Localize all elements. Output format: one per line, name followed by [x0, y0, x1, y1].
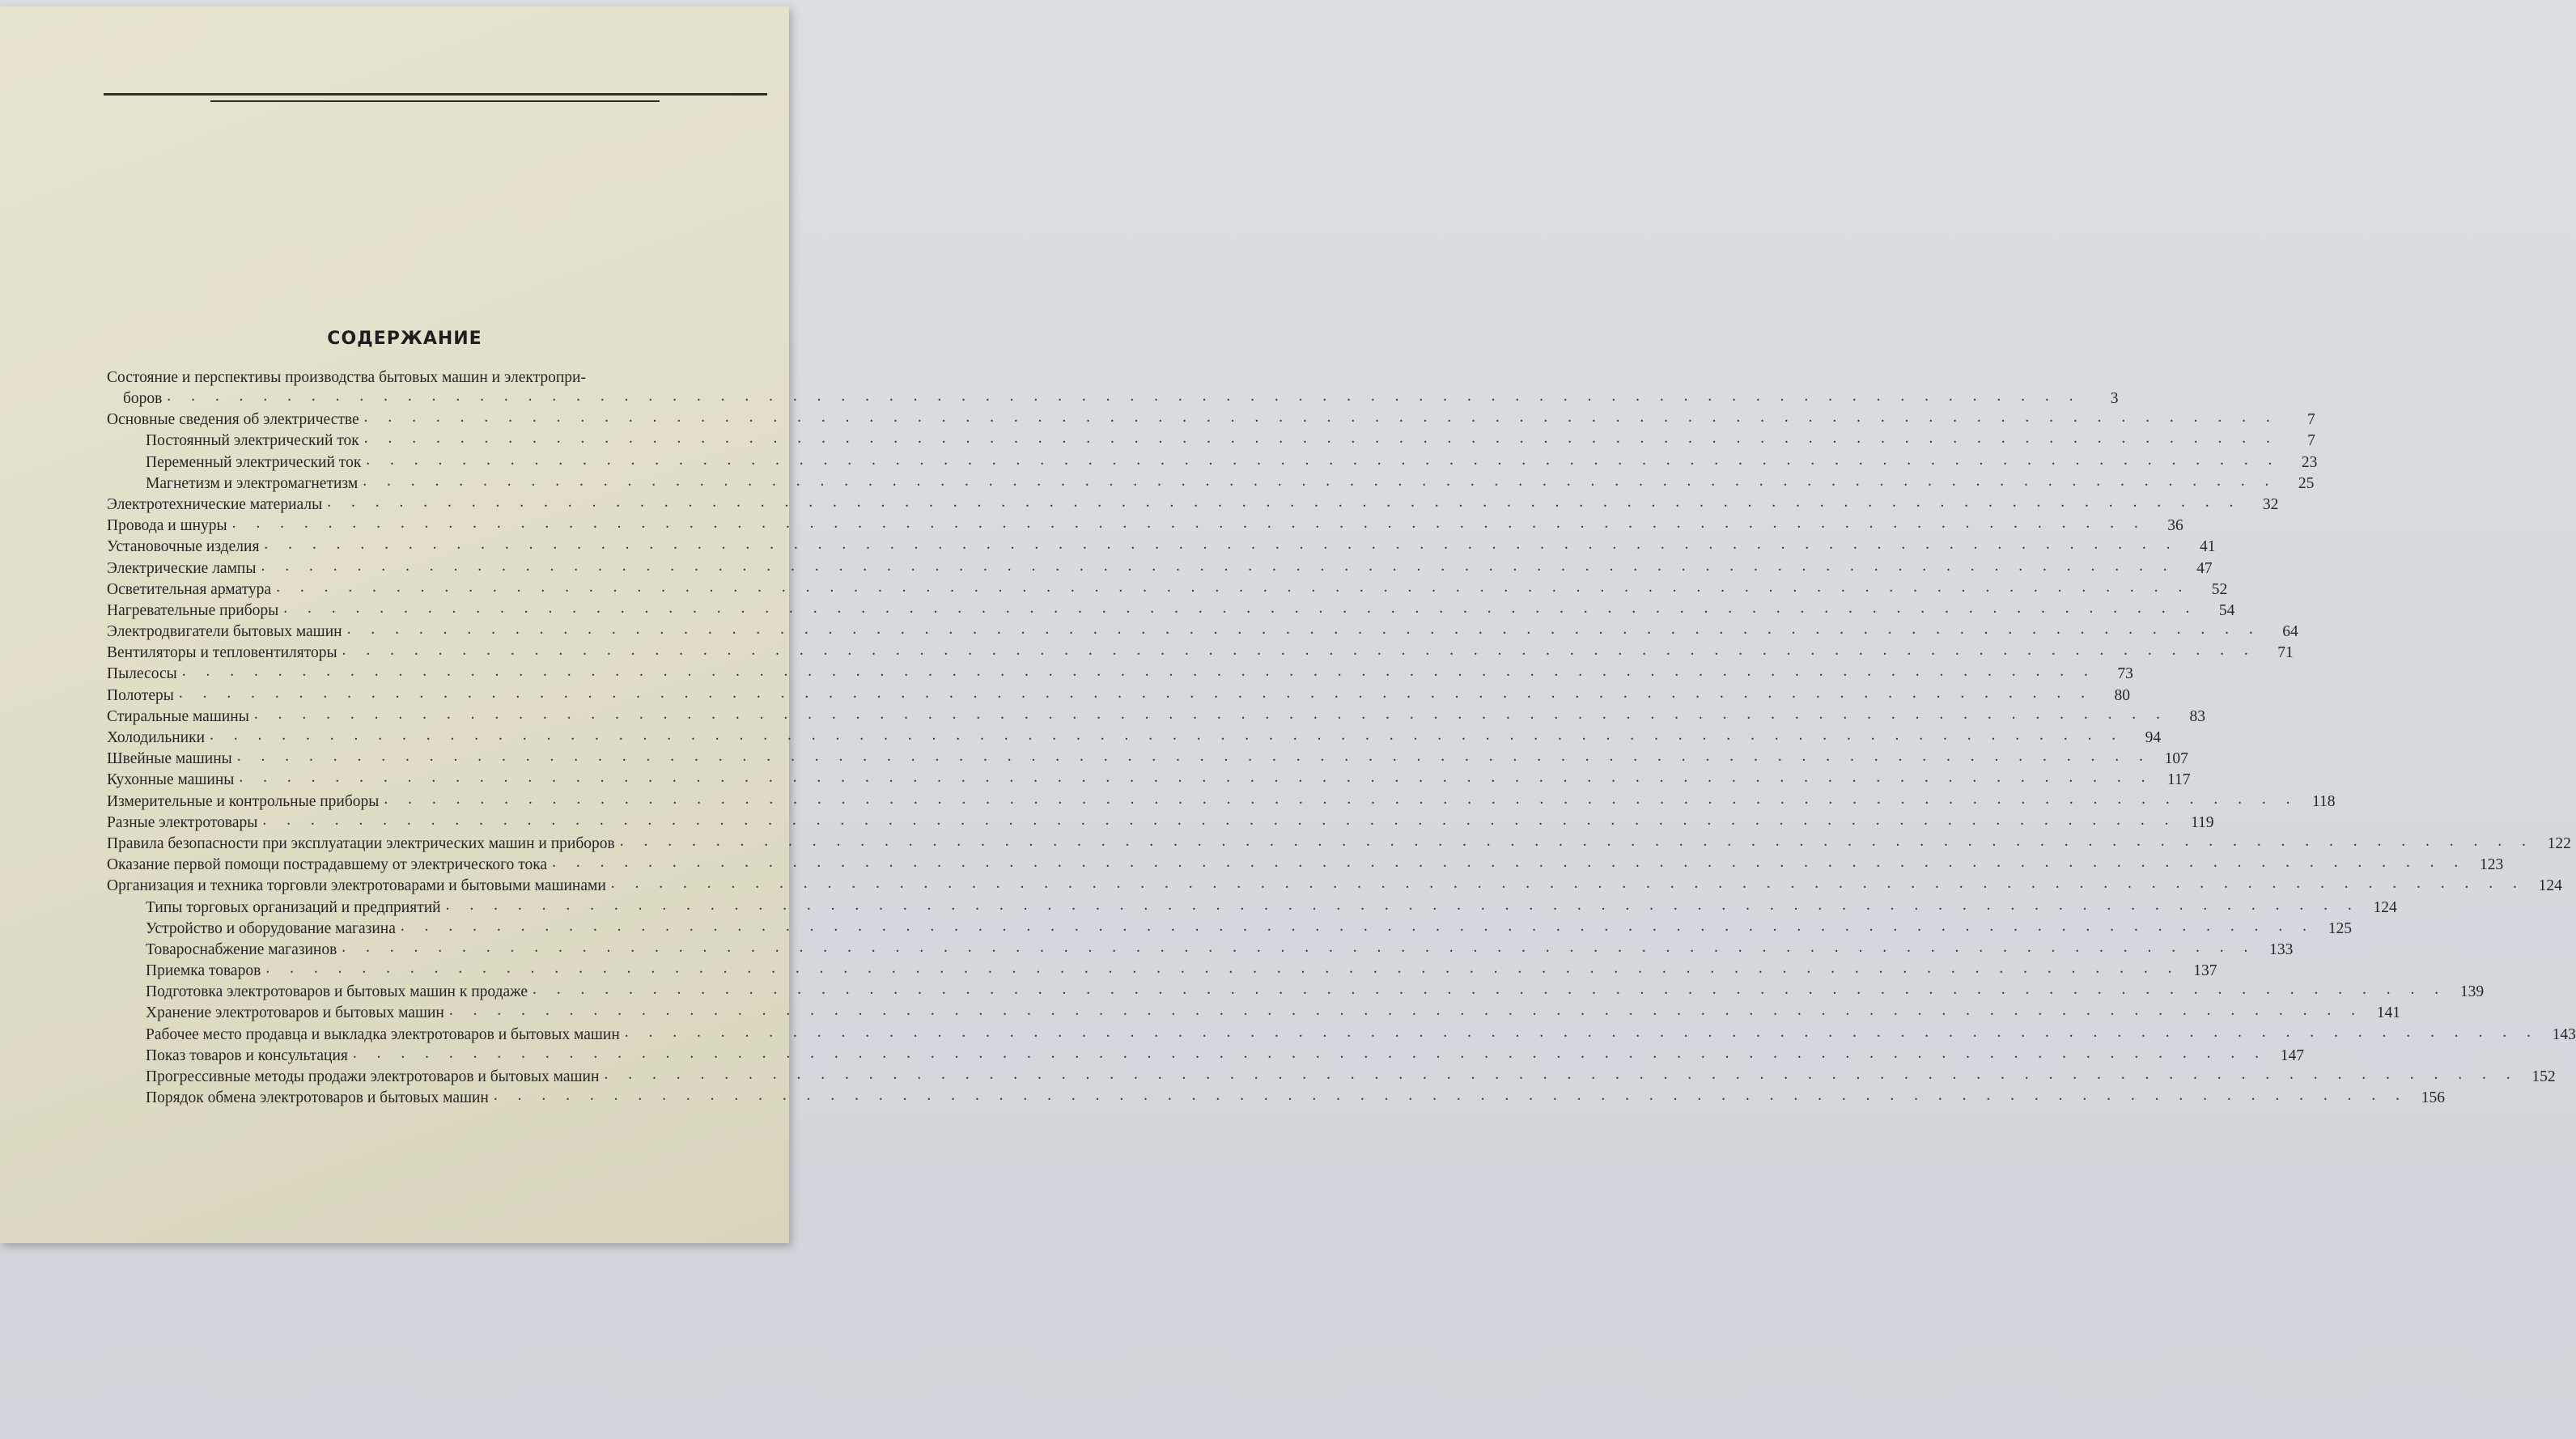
- toc-leader-dots: . . . . . . . . . . . . . . . . . . . . . . . . . . . . . . . . . . . . . . . . . . . . . . . . . . . . . . . . . . . . . . . . . . . . . . . . . . . . . . . .: [264, 536, 2179, 554]
- toc-entry: [107, 1086, 2445, 1107]
- toc-entry: [107, 726, 2162, 747]
- toc-entry-page: 152: [2531, 1068, 2556, 1085]
- toc-leader-dots: . . . . . . . . . . . . . . . . . . . . . . . . . . . . . . . . . . . . . . . . . . . . . . . . . . . . . . . . . . . . . . . . . . . . . . . . . . . . . . . .: [445, 896, 2360, 914]
- toc-entry-page: 156: [2421, 1089, 2445, 1107]
- toc-entry: [107, 556, 2213, 577]
- toc-entry: [107, 620, 2298, 641]
- toc-entry-label: Прогрессивные методы продажи электротоваров и бытовых машин: [146, 1068, 600, 1085]
- toc-entry: [107, 874, 2562, 895]
- toc-leader-dots: . . . . . . . . . . . . . . . . . . . . . . . . . . . . . . . . . . . . . . . . . . . . . . . . . . . . . . . . . . . . . . . . . . . . . . . . . . . . . . . .: [493, 1087, 2408, 1105]
- toc-entry-page: 107: [2164, 750, 2188, 768]
- toc-entry-label: Основные сведения об электричестве: [107, 411, 359, 429]
- toc-leader-dots: . . . . . . . . . . . . . . . . . . . . . . . . . . . . . . . . . . . . . . . . . . . . . . . . . . . . . . . . . . . . . . . . . . . . . . . . . . . . . . . .: [533, 981, 2447, 999]
- toc-entry-page: 47: [2196, 559, 2213, 577]
- toc-entry-label: Провода и шнуры: [107, 517, 227, 535]
- toc-entry: [107, 895, 2397, 916]
- toc-leader-dots: . . . . . . . . . . . . . . . . . . . . . . . . . . . . . . . . . . . . . . . . . . . . . . . . . . . . . . . . . . . . . . . . . . . . . . . . . . . . . . . .: [276, 578, 2191, 596]
- toc-entry-page: 133: [2269, 940, 2294, 958]
- toc-entry-label: Осветительная арматура: [107, 580, 272, 598]
- toc-entry: [107, 599, 2235, 620]
- toc-leader-dots: . . . . . . . . . . . . . . . . . . . . . . . . . . . . . . . . . . . . . . . . . . . . . . . . . . . . . . . . . . . . . . . . . . . . . . . . . . . . . . . .: [400, 917, 2315, 935]
- toc-entry-label: Оказание первой помощи пострадавшему от электрического тока: [107, 856, 548, 874]
- toc-entry-label: Переменный электрический ток: [146, 453, 362, 471]
- toc-entry-page: 23: [2301, 453, 2318, 471]
- toc-leader-dots: . . . . . . . . . . . . . . . . . . . . . . . . . . . . . . . . . . . . . . . . . . . . . . . . . . . . . . . . . . . . . . . . . . . . . . . . . . . . . . . .: [167, 388, 2082, 405]
- toc-entry-page: 122: [2547, 834, 2571, 852]
- toc-leader-dots: . . . . . . . . . . . . . . . . . . . . . . . . . . . . . . . . . . . . . . . . . . . . . . . . . . . . . . . . . . . . . . . . . . . . . . . . . . . . . . . .: [363, 409, 2278, 427]
- toc-entry-label: Рабочее место продавца и выкладка электротоваров и бытовых машин: [146, 1025, 620, 1043]
- toc-leader-dots: . . . . . . . . . . . . . . . . . . . . . . . . . . . . . . . . . . . . . . . . . . . . . . . . . . . . . . . . . . . . . . . . . . . . . . . . . . . . . . . .: [448, 1002, 2363, 1020]
- toc-entry-label: Электрические лампы: [107, 559, 257, 577]
- toc-entry: [107, 832, 2571, 853]
- toc-entry-label: Приемка товаров: [146, 962, 261, 980]
- toc-entry-page: 64: [2282, 623, 2298, 641]
- toc-leader-dots: . . . . . . . . . . . . . . . . . . . . . . . . . . . . . . . . . . . . . . . . . . . . . . . . . . . . . . . . . . . . . . . . . . . . . . . . . . . . . . . .: [619, 832, 2534, 850]
- toc-leader-dots: . . . . . . . . . . . . . . . . . . . . . . . . . . . . . . . . . . . . . . . . . . . . . . . . . . . . . . . . . . . . . . . . . . . . . . . . . . . . . . . .: [210, 727, 2124, 744]
- toc-entry: [107, 1044, 2304, 1065]
- toc-leader-dots: . . . . . . . . . . . . . . . . . . . . . . . . . . . . . . . . . . . . . . . . . . . . . . . . . . . . . . . . . . . . . . . . . . . . . . . . . . . . . . . .: [261, 557, 2175, 575]
- toc-leader-dots: . . . . . . . . . . . . . . . . . . . . . . . . . . . . . . . . . . . . . . . . . . . . . . . . . . . . . . . . . . . . . . . . . . . . . . . . . . . . . . . .: [352, 1044, 2267, 1062]
- toc-entry: [107, 493, 2279, 514]
- toc-entry-page: 124: [2373, 898, 2397, 916]
- toc-entry-page: 32: [2262, 495, 2279, 513]
- toc-entry-label: Хранение электротоваров и бытовых машин: [146, 1004, 444, 1022]
- toc-entry-page: 123: [2479, 856, 2504, 874]
- toc-entry-label: Установочные изделия: [107, 538, 260, 556]
- toc-entry-page: 3: [2110, 390, 2119, 407]
- toc-entry-label: Правила безопасности при эксплуатации электрических машин и приборов: [107, 834, 615, 852]
- toc-leader-dots: . . . . . . . . . . . . . . . . . . . . . . . . . . . . . . . . . . . . . . . . . . . . . . . . . . . . . . . . . . . . . . . . . . . . . . . . . . . . . . . .: [552, 854, 2467, 872]
- toc-entry: [107, 514, 2183, 535]
- table-of-contents: [107, 369, 2576, 1107]
- toc-entry-label: Магнетизм и электромагнетизм: [146, 474, 359, 492]
- toc-entry: [107, 408, 2315, 429]
- toc-leader-dots: . . . . . . . . . . . . . . . . . . . . . . . . . . . . . . . . . . . . . . . . . . . . . . . . . . . . . . . . . . . . . . . . . . . . . . . . . . . . . . . .: [283, 599, 2198, 617]
- toc-entry: [107, 789, 2336, 810]
- page-title: СОДЕРЖАНИЕ: [327, 329, 482, 349]
- toc-leader-dots: . . . . . . . . . . . . . . . . . . . . . . . . . . . . . . . . . . . . . . . . . . . . . . . . . . . . . . . . . . . . . . . . . . . . . . . . . . . . . . . .: [236, 748, 2151, 766]
- toc-leader-dots: . . . . . . . . . . . . . . . . . . . . . . . . . . . . . . . . . . . . . . . . . . . . . . . . . . . . . . . . . . . . . . . . . . . . . . . . . . . . . . . .: [342, 938, 2256, 956]
- toc-entry: [107, 662, 2133, 683]
- toc-entry: [107, 450, 2318, 471]
- toc-entry-label: Электротехнические материалы: [107, 495, 323, 513]
- toc-entry: [107, 1001, 2400, 1022]
- toc-entry: [107, 938, 2294, 959]
- toc-entry: [107, 578, 2228, 599]
- toc-leader-dots: . . . . . . . . . . . . . . . . . . . . . . . . . . . . . . . . . . . . . . . . . . . . . . . . . . . . . . . . . . . . . . . . . . . . . . . . . . . . . . . .: [604, 1066, 2519, 1083]
- toc-leader-dots: . . . . . . . . . . . . . . . . . . . . . . . . . . . . . . . . . . . . . . . . . . . . . . . . . . . . . . . . . . . . . . . . . . . . . . . . . . . . . . . .: [178, 684, 2093, 702]
- toc-entry-page: 7: [2307, 411, 2315, 429]
- toc-entry: [107, 768, 2191, 789]
- toc-entry: [107, 959, 2217, 980]
- toc-leader-dots: . . . . . . . . . . . . . . . . . . . . . . . . . . . . . . . . . . . . . . . . . . . . . . . . . . . . . . . . . . . . . . . . . . . . . . . . . . . . . . . .: [610, 875, 2525, 893]
- toc-entry: [107, 705, 2205, 726]
- toc-entry-page: 119: [2190, 813, 2214, 831]
- toc-entry-label: Швейные машины: [107, 750, 232, 768]
- toc-entry-label: Товароснабжение магазинов: [146, 940, 337, 958]
- toc-leader-dots: . . . . . . . . . . . . . . . . . . . . . . . . . . . . . . . . . . . . . . . . . . . . . . . . . . . . . . . . . . . . . . . . . . . . . . . . . . . . . . . .: [265, 960, 2180, 978]
- toc-entry: [107, 980, 2485, 1001]
- toc-leader-dots: . . . . . . . . . . . . . . . . . . . . . . . . . . . . . . . . . . . . . . . . . . . . . . . . . . . . . . . . . . . . . . . . . . . . . . . . . . . . . . . .: [239, 769, 2154, 787]
- toc-entry-label-continued: боров: [123, 390, 163, 407]
- toc-entry: [107, 853, 2504, 874]
- toc-entry: [107, 641, 2294, 662]
- toc-entry-page: 25: [2298, 474, 2315, 492]
- toc-entry-label: Стиральные машины: [107, 707, 249, 725]
- toc-leader-dots: . . . . . . . . . . . . . . . . . . . . . . . . . . . . . . . . . . . . . . . . . . . . . . . . . . . . . . . . . . . . . . . . . . . . . . . . . . . . . . . .: [384, 790, 2298, 808]
- toc-entry-label: Разные электротовары: [107, 813, 258, 831]
- toc-entry: [107, 429, 2315, 450]
- toc-leader-dots: . . . . . . . . . . . . . . . . . . . . . . . . . . . . . . . . . . . . . . . . . . . . . . . . . . . . . . . . . . . . . . . . . . . . . . . . . . . . . . . .: [262, 811, 2177, 829]
- toc-entry-label: Полотеры: [107, 686, 174, 704]
- toc-entry: [107, 535, 2216, 556]
- toc-leader-dots: . . . . . . . . . . . . . . . . . . . . . . . . . . . . . . . . . . . . . . . . . . . . . . . . . . . . . . . . . . . . . . . . . . . . . . . . . . . . . . . .: [231, 515, 2146, 533]
- toc-entry-label: Подготовка электротоваров и бытовых машин к продаже: [146, 983, 528, 1001]
- toc-entry-page: 54: [2218, 601, 2235, 619]
- top-rule: [104, 93, 767, 96]
- toc-leader-dots: . . . . . . . . . . . . . . . . . . . . . . . . . . . . . . . . . . . . . . . . . . . . . . . . . . . . . . . . . . . . . . . . . . . . . . . . . . . . . . . .: [181, 663, 2096, 681]
- toc-leader-dots: . . . . . . . . . . . . . . . . . . . . . . . . . . . . . . . . . . . . . . . . . . . . . . . . . . . . . . . . . . . . . . . . . . . . . . . . . . . . . . . .: [363, 430, 2278, 448]
- toc-entry-page: 52: [2211, 580, 2228, 598]
- toc-entry-page: 94: [2145, 729, 2162, 746]
- toc-entry-label: Типы торговых организаций и предприятий: [146, 898, 441, 916]
- toc-entry-label: Электродвигатели бытовых машин: [107, 623, 342, 641]
- toc-entry-label: Организация и техника торговли электротоварами и бытовыми машинами: [107, 877, 606, 895]
- toc-leader-dots: . . . . . . . . . . . . . . . . . . . . . . . . . . . . . . . . . . . . . . . . . . . . . . . . . . . . . . . . . . . . . . . . . . . . . . . . . . . . . . . .: [624, 1023, 2539, 1041]
- book-page: [0, 6, 2576, 1243]
- toc-entry-page: 73: [2117, 665, 2133, 683]
- toc-entry-page: 83: [2189, 707, 2205, 725]
- toc-entry-page: 139: [2459, 983, 2485, 1001]
- toc-entry-page: 36: [2167, 517, 2183, 535]
- toc-entry: [107, 747, 2188, 768]
- toc-entry-label: Вентиляторы и тепловентиляторы: [107, 644, 337, 662]
- toc-leader-dots: . . . . . . . . . . . . . . . . . . . . . . . . . . . . . . . . . . . . . . . . . . . . . . . . . . . . . . . . . . . . . . . . . . . . . . . . . . . . . . . .: [342, 642, 2256, 660]
- toc-entry-label: Кухонные машины: [107, 771, 235, 789]
- toc-entry-label: Постоянный электрический ток: [146, 432, 359, 450]
- toc-entry-label: Показ товаров и консультация: [146, 1046, 348, 1064]
- toc-entry: [107, 811, 2214, 832]
- toc-entry-label: Устройство и оборудование магазина: [146, 919, 396, 937]
- toc-entry-label: Измерительные и контрольные приборы: [107, 792, 380, 810]
- toc-entry-page: 7: [2307, 432, 2315, 450]
- toc-entry: [107, 369, 2119, 408]
- toc-leader-dots: . . . . . . . . . . . . . . . . . . . . . . . . . . . . . . . . . . . . . . . . . . . . . . . . . . . . . . . . . . . . . . . . . . . . . . . . . . . . . . . .: [327, 493, 2242, 511]
- toc-entry-page: 118: [2311, 792, 2336, 810]
- toc-entry: [107, 917, 2352, 938]
- toc-entry: [107, 472, 2315, 493]
- toc-entry-page: 143: [2552, 1025, 2576, 1043]
- toc-entry-page: 41: [2200, 538, 2216, 556]
- toc-entry-page: 80: [2114, 686, 2130, 704]
- toc-entry-label: Состояние и перспективы производства бытовых машин и электропри-: [107, 369, 586, 386]
- toc-entry-label: Пылесосы: [107, 665, 177, 683]
- toc-leader-dots: . . . . . . . . . . . . . . . . . . . . . . . . . . . . . . . . . . . . . . . . . . . . . . . . . . . . . . . . . . . . . . . . . . . . . . . . . . . . . . . .: [346, 621, 2261, 639]
- toc-entry-label: Порядок обмена электротоваров и бытовых машин: [146, 1089, 489, 1107]
- toc-entry-page: 141: [2376, 1004, 2400, 1022]
- toc-entry-page: 137: [2193, 962, 2217, 980]
- toc-entry-page: 71: [2277, 644, 2294, 662]
- toc-entry: [107, 1065, 2556, 1086]
- toc-entry-page: 124: [2538, 877, 2562, 895]
- toc-entry-label: Холодильники: [107, 729, 206, 746]
- toc-leader-dots: . . . . . . . . . . . . . . . . . . . . . . . . . . . . . . . . . . . . . . . . . . . . . . . . . . . . . . . . . . . . . . . . . . . . . . . . . . . . . . . .: [363, 472, 2277, 490]
- toc-entry: [107, 683, 2130, 704]
- toc-entry: [107, 1022, 2576, 1043]
- toc-entry-label: Нагревательные приборы: [107, 601, 279, 619]
- toc-entry-page: 147: [2280, 1046, 2304, 1064]
- toc-leader-dots: . . . . . . . . . . . . . . . . . . . . . . . . . . . . . . . . . . . . . . . . . . . . . . . . . . . . . . . . . . . . . . . . . . . . . . . . . . . . . . . .: [253, 705, 2168, 723]
- toc-entry-page: 117: [2167, 771, 2191, 789]
- toc-leader-dots: . . . . . . . . . . . . . . . . . . . . . . . . . . . . . . . . . . . . . . . . . . . . . . . . . . . . . . . . . . . . . . . . . . . . . . . . . . . . . . . .: [366, 451, 2281, 469]
- toc-entry-page: 125: [2328, 919, 2352, 937]
- top-rule-short: [210, 100, 660, 102]
